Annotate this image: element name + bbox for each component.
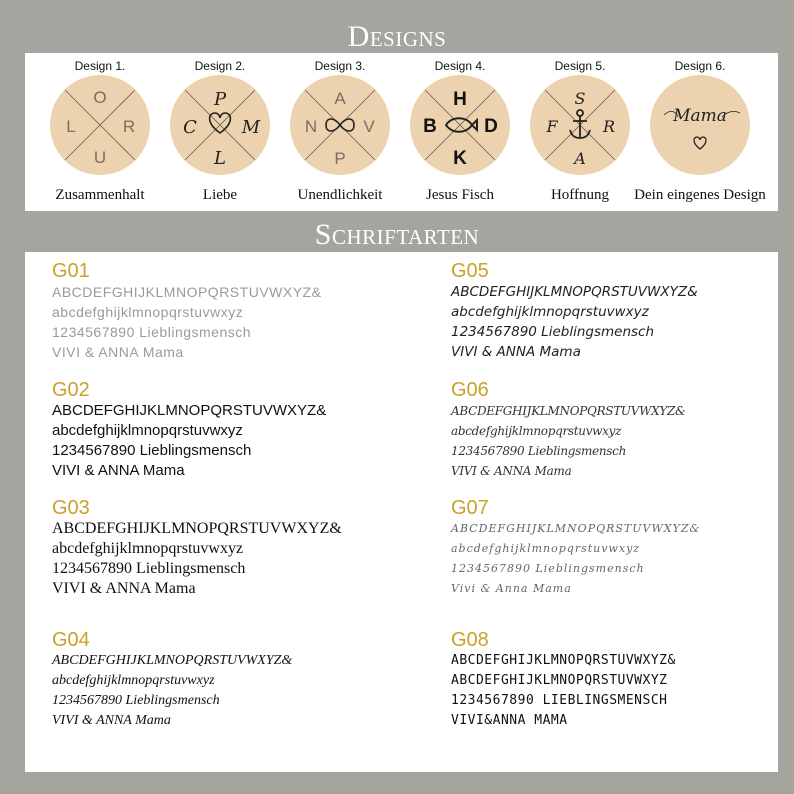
- font-code: G05: [451, 260, 489, 282]
- sample-digits: 1234567890 Lieblingsmensch: [451, 444, 627, 458]
- design-circle: [290, 75, 390, 175]
- sample-uppercase: ABCDEFGHIJKLMNOPQRSTUVWXYZ&: [451, 653, 676, 668]
- design-name: Jesus Fisch: [426, 187, 494, 203]
- design-number: Design 3.: [314, 59, 366, 73]
- design-circle: [170, 75, 270, 175]
- anchor-icon: [570, 110, 590, 138]
- design-card-6[interactable]: [634, 53, 766, 211]
- letter-left: N: [304, 117, 318, 136]
- sample-lowercase: abcdefghijklmnopqrstuvwxyz: [451, 304, 649, 320]
- design-name: Hoffnung: [550, 187, 610, 203]
- sample-uppercase: ABCDEFGHIJKLMNOPQRSTUVWXYZ&: [451, 522, 701, 535]
- ichthys-fish-icon: [446, 118, 477, 132]
- designs-heading: Designs: [347, 20, 447, 53]
- font-sample-g07[interactable]: [451, 497, 700, 599]
- letter-left: L: [66, 117, 76, 136]
- letter-right: R: [122, 117, 136, 136]
- sample-names: Vivi & Anna Mama: [451, 582, 572, 595]
- font-code: G07: [451, 497, 489, 519]
- font-sample-g06[interactable]: [451, 379, 685, 481]
- sample-lowercase: abcdefghijklmnopqrstuvwxyz: [52, 304, 244, 320]
- design-number: Design 5.: [554, 59, 606, 73]
- letter-top: P: [213, 89, 227, 110]
- sample-lowercase: abcdefghijklmnopqrstuvwxyz: [52, 673, 215, 688]
- sample-uppercase: ABCDEFGHIJKLMNOPQRSTUVWXYZ&: [52, 653, 293, 668]
- sample-uppercase: ABCDEFGHIJKLMNOPQRSTUVWXYZ&: [451, 284, 698, 300]
- letter-top: O: [93, 88, 107, 107]
- design-circle: [650, 75, 750, 175]
- sample-uppercase-2: ABCDEFGHIJKLMNOPQRSTUVWXYZ: [451, 673, 668, 688]
- sample-uppercase: ABCDEFGHIJKLMNOPQRSTUVWXYZ&: [52, 520, 342, 537]
- letter-left: C: [183, 117, 197, 138]
- design-name: Zusammenhalt: [55, 187, 145, 203]
- letter-right: V: [363, 117, 375, 136]
- sample-uppercase: ABCDEFGHIJKLMNOPQRSTUVWXYZ&: [451, 404, 686, 418]
- letter-right: D: [484, 116, 498, 137]
- fonts-panel: [25, 252, 778, 772]
- design-name: Unendlichkeit: [297, 187, 383, 203]
- font-code: G06: [451, 379, 489, 401]
- font-sample-g02[interactable]: [52, 379, 326, 481]
- letter-right: R: [602, 117, 616, 136]
- letter-bottom: U: [93, 148, 107, 167]
- sample-lowercase: abcdefghijklmnopqrstuvwxyz: [451, 542, 641, 555]
- design-number: Design 2.: [194, 59, 246, 73]
- letter-bottom: A: [574, 149, 586, 168]
- font-sample-g08[interactable]: [451, 629, 676, 731]
- font-code: G01: [52, 260, 90, 282]
- letter-top: S: [574, 89, 586, 108]
- sample-digits: 1234567890 Lieblingsmensch: [52, 693, 220, 708]
- sample-uppercase: ABCDEFGHIJKLMNOPQRSTUVWXYZ&: [52, 402, 327, 419]
- font-code: G03: [52, 497, 90, 519]
- design-circle: [410, 75, 510, 175]
- letter-left: B: [423, 116, 437, 137]
- sample-digits: 1234567890 Lieblingsmensch: [52, 560, 246, 577]
- design-name: Dein eingenes Design: [634, 187, 766, 203]
- font-code: G02: [52, 379, 90, 401]
- font-sample-g03[interactable]: [52, 497, 342, 599]
- sample-uppercase: ABCDEFGHIJKLMNOPQRSTUVWXYZ&: [52, 284, 322, 300]
- letter-bottom: P: [334, 149, 346, 168]
- sample-digits: 1234567890 LIEBLINGSMENSCH: [451, 693, 668, 708]
- design-circle: [50, 75, 150, 175]
- letter-bottom: L: [214, 148, 226, 169]
- letter-bottom: K: [453, 148, 467, 169]
- letter-left: F: [546, 117, 558, 136]
- font-sample-g01[interactable]: [52, 260, 321, 362]
- sample-names: VIVI & ANNA Mama: [52, 580, 196, 597]
- design-number: Design 6.: [674, 59, 726, 73]
- sample-names: VIVI & ANNA Mama: [451, 464, 572, 478]
- design-circle: [530, 75, 630, 175]
- font-sample-g05[interactable]: [451, 260, 698, 362]
- sample-names: VIVI&ANNA MAMA: [451, 713, 568, 728]
- sample-names: VIVI & ANNA Mama: [451, 344, 581, 360]
- font-code: G08: [451, 629, 489, 651]
- sample-lowercase: abcdefghijklmnopqrstuvwxyz: [52, 540, 244, 557]
- sample-digits: 1234567890 Lieblingsmensch: [451, 324, 655, 340]
- font-sample-g04[interactable]: [52, 629, 292, 731]
- design-name: Liebe: [202, 187, 238, 203]
- script-name: Mama: [673, 106, 727, 126]
- sample-digits: 1234567890 Lieblingsmensch: [52, 324, 252, 340]
- infinity-icon: [326, 119, 354, 131]
- sample-lowercase: abcdefghijklmnopqrstuvwxyz: [451, 424, 622, 438]
- heart-icon: [210, 113, 231, 133]
- font-code: G04: [52, 629, 90, 651]
- fonts-heading: Schriftarten: [314, 218, 480, 251]
- sample-digits: 1234567890 Lieblingsmensch: [451, 562, 645, 575]
- designs-panel: [25, 53, 778, 211]
- heart-icon: [694, 137, 706, 149]
- x-lines-icon: [50, 75, 150, 175]
- sample-names: VIVI & ANNA Mama: [52, 344, 184, 360]
- design-number: Design 1.: [74, 59, 126, 73]
- sample-names: VIVI & ANNA Mama: [52, 713, 171, 728]
- letter-top: H: [453, 89, 467, 110]
- sample-digits: 1234567890 Lieblingsmensch: [52, 442, 252, 459]
- letter-top: A: [334, 89, 346, 108]
- letter-right: M: [241, 117, 261, 138]
- sample-names: VIVI & ANNA Mama: [52, 462, 185, 479]
- design-number: Design 4.: [434, 59, 486, 73]
- sample-lowercase: abcdefghijklmnopqrstuvwxyz: [52, 422, 243, 439]
